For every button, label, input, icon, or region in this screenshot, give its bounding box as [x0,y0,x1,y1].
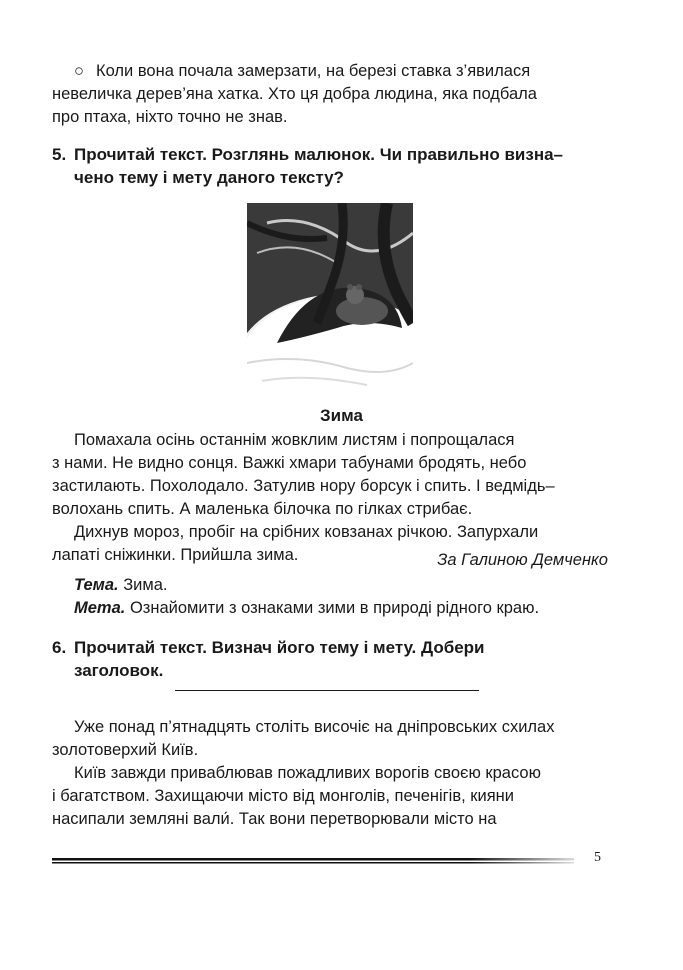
task-6-number: 6. [52,638,67,657]
intro-line-2: невеличка дерев’яна хатка. Хто ця добра людина, яка подбала [52,85,537,103]
circle-bullet-icon: ○ [74,62,84,80]
kyiv-p1-line-2: золотоверхий Київ. [52,741,199,759]
story-p1-line-4: волохань спить. А маленька білочка по гілках стрибає. [52,500,473,518]
task-5-line-1: Прочитай текст. Розглянь малюнок. Чи правильно визна– [74,145,563,164]
theme-value: Зима. [123,576,168,594]
story-p2-line-1: Дихнув мороз, пробіг на срібних ковзанах річкою. Запурхали [74,523,539,541]
goal-label: Мета. [74,599,126,617]
kyiv-p2-line-2: і багатством. Захищаючи місто від монголів, печенігів, кияни [52,787,514,805]
theme-line [74,574,167,597]
kyiv-p1-line-1: Уже понад п’ятнадцять століть височіє на дніпровських схилах [74,718,555,736]
title-answer-blank[interactable] [175,690,479,691]
intro-paragraph [74,60,608,83]
task-6-line-1: Прочитай текст. Визнач його тему і мету. Добери [74,638,485,657]
story-title: Зима [320,406,363,425]
task-5-instruction [52,143,612,189]
story-p1-line-1: Помахала осінь останнім жовклим листям і попрощалася [74,431,515,449]
bear-in-den-illustration [247,203,413,395]
story-p1-line-3: застилають. Похолодало. Затулив нору борсук і спить. І ведмідь– [52,477,555,495]
goal-value: Ознайомити з ознаками зими в природі рідного краю. [129,599,540,617]
task-6-line-2: заголовок. [74,661,164,680]
story-p1-line-2: з нами. Не видно сонця. Важкі хмари табунами бродять, небо [52,454,527,472]
story-author: За Галиною Демченко [437,551,608,569]
intro-line-1: Коли вона почала замерзати, на березі ставка з’явилася [96,62,531,80]
kyiv-p2-line-3: насипали земляні вали́. Так вони перетворювали місто на [52,810,497,828]
goal-line [74,597,539,620]
footer-rule [52,858,574,864]
page-number: 5 [594,850,601,865]
story-p2-line-2: лапаті сніжинки. Прийшла зима. [52,546,299,564]
task-6-instruction [52,636,612,682]
task-5-number: 5. [52,145,67,164]
kyiv-p2-line-1: Київ завжди приваблював пожадливих ворогів своєю красою [74,764,541,782]
task-5-line-2: чено тему і мету даного тексту? [74,168,344,187]
theme-label: Тема. [74,576,119,594]
intro-line-3: про птаха, ніхто точно не знав. [52,108,288,126]
